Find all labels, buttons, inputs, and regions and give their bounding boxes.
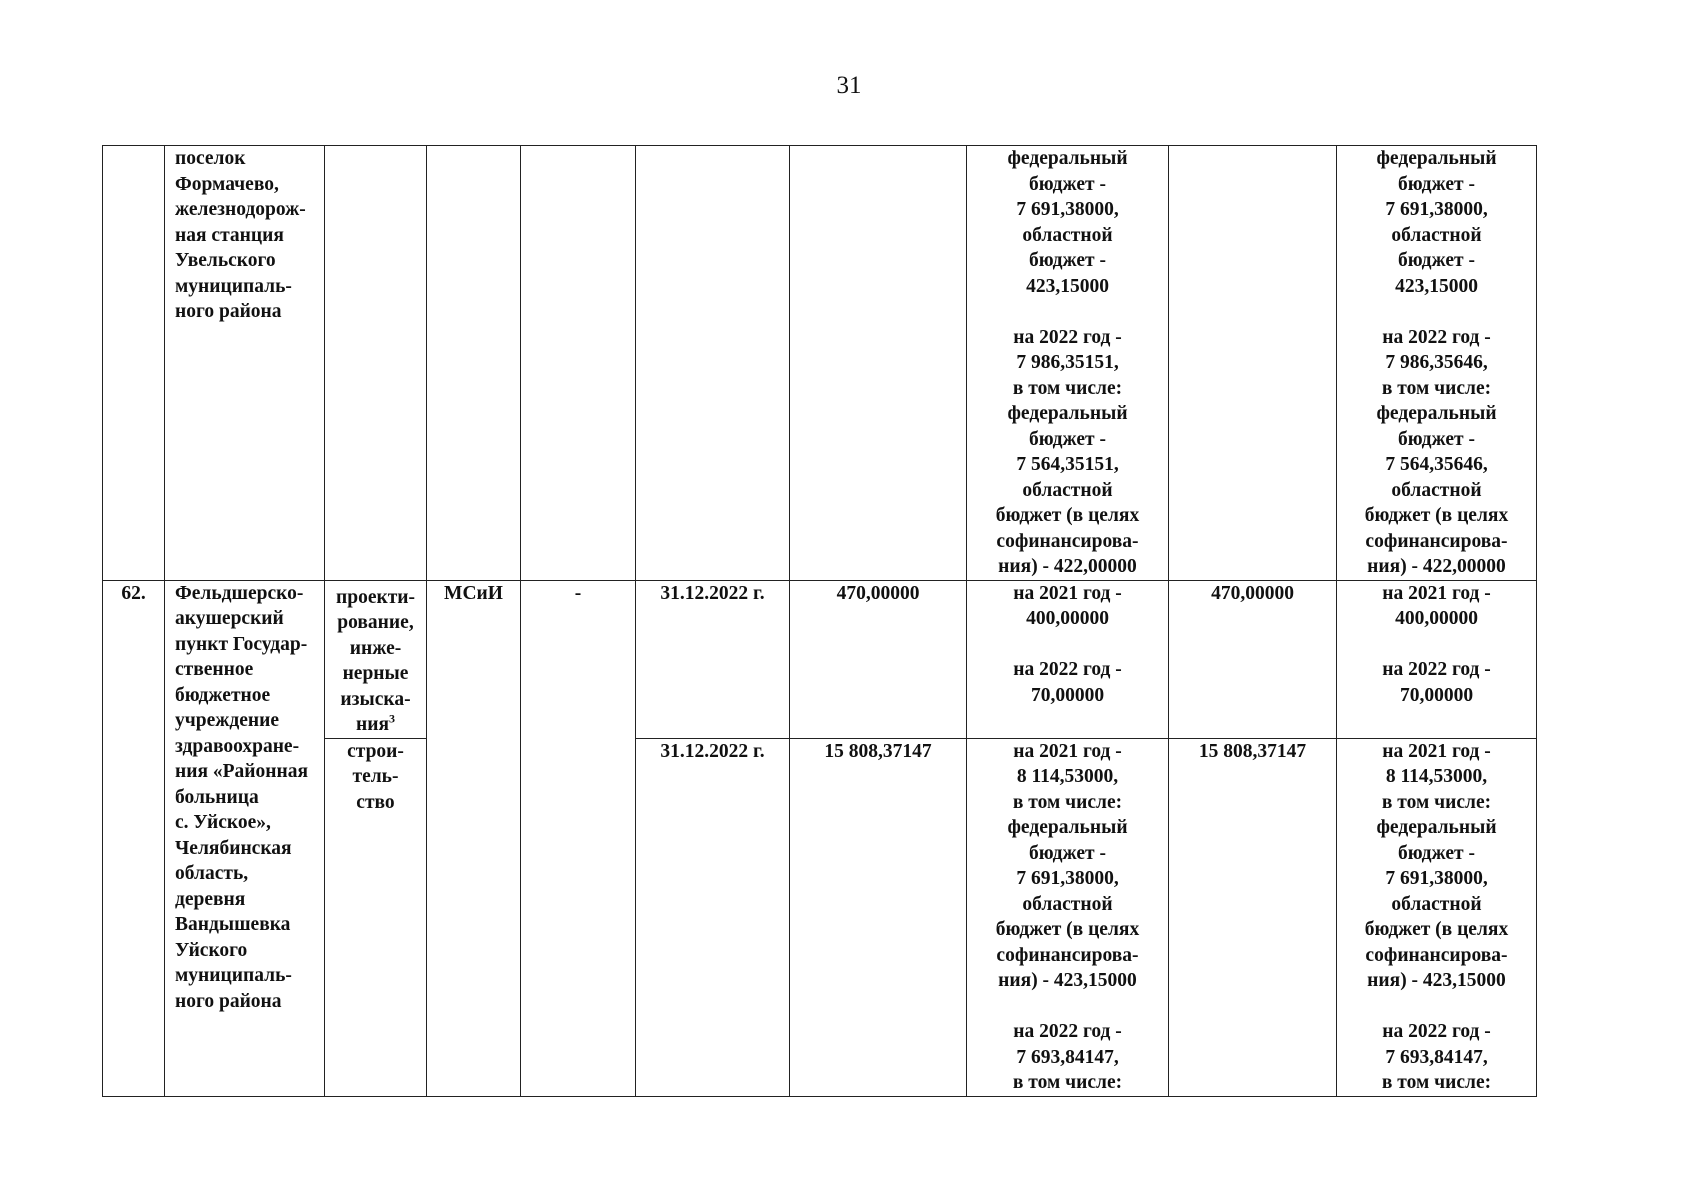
cell-limit-distribution-design: на 2021 год - 400,00000 на 2022 год - 70,00000 — [1337, 580, 1537, 738]
cell-object-name: поселок Формачево, железнодорож- ная станция Увельского муниципаль- ного района — [165, 146, 325, 581]
cell-agency: МСиИ — [427, 580, 521, 1096]
table-row-continuation — [103, 146, 1537, 581]
cell-limit-distribution: федеральный бюджет - 7 691,38000, областной бюджет - 423,15000 на 2022 год - 7 986,35646, в том числе: федеральный бюджет - 7 564,35646, областной бюджет (в целях софинансирова- ния) - 422,00000 — [1337, 146, 1537, 581]
cell-kind-empty — [325, 146, 427, 581]
cell-deadline-construction: 31.12.2022 г. — [636, 738, 790, 1096]
cell-limit-empty — [1169, 146, 1337, 581]
cell-distribution-design: на 2021 год - 400,00000 на 2022 год - 70,00000 — [967, 580, 1169, 738]
cell-deadline-design: 31.12.2022 г. — [636, 580, 790, 738]
cell-limit-construction: 15 808,37147 — [1169, 738, 1337, 1096]
cell-row-number: 62. — [103, 580, 165, 1096]
footnote-mark: 3 — [389, 711, 396, 726]
page-number: 31 — [836, 72, 862, 99]
table-row-62-design — [103, 580, 1537, 738]
investment-objects-table — [102, 145, 1537, 1097]
cell-number-empty — [103, 146, 165, 581]
cell-limit-design: 470,00000 — [1169, 580, 1337, 738]
cell-cost-construction: 15 808,37147 — [790, 738, 967, 1096]
cell-cost-design: 470,00000 — [790, 580, 967, 738]
cell-capacity-empty — [521, 146, 636, 581]
cell-capacity: - — [521, 580, 636, 1096]
cell-cost-empty — [790, 146, 967, 581]
cell-distribution-construction: на 2021 год - 8 114,53000, в том числе: федеральный бюджет - 7 691,38000, областной бюджет (в целях софинансирова- ния) - 423,15000 на 2022 год - 7 693,84147, в том числе: — [967, 738, 1169, 1096]
cell-object-name: Фельдшерско- акушерский пункт Государ- ственное бюджетное учреждение здравоохране- ния «Районная больница с. Уйское», Челябинская область, деревня Вандышевка Уйского муниципаль- ного района — [165, 580, 325, 1096]
cell-agency-empty — [427, 146, 521, 581]
cell-work-kind-construction: строи- тель- ство — [325, 738, 427, 1096]
cell-work-kind-design: проекти- рование, инже- нерные изыска- ния$^3$ — [325, 580, 427, 738]
cell-deadline-empty — [636, 146, 790, 581]
cell-budget-distribution: федеральный бюджет - 7 691,38000, областной бюджет - 423,15000 на 2022 год - 7 986,35151, в том числе: федеральный бюджет - 7 564,35151, областной бюджет (в целях софинансирова- ния) - 422,00000 — [967, 146, 1169, 581]
cell-limit-distribution-construction: на 2021 год - 8 114,53000, в том числе: федеральный бюджет - 7 691,38000, областной бюджет (в целях софинансирова- ния) - 423,15000 на 2022 год - 7 693,84147, в том числе: — [1337, 738, 1537, 1096]
